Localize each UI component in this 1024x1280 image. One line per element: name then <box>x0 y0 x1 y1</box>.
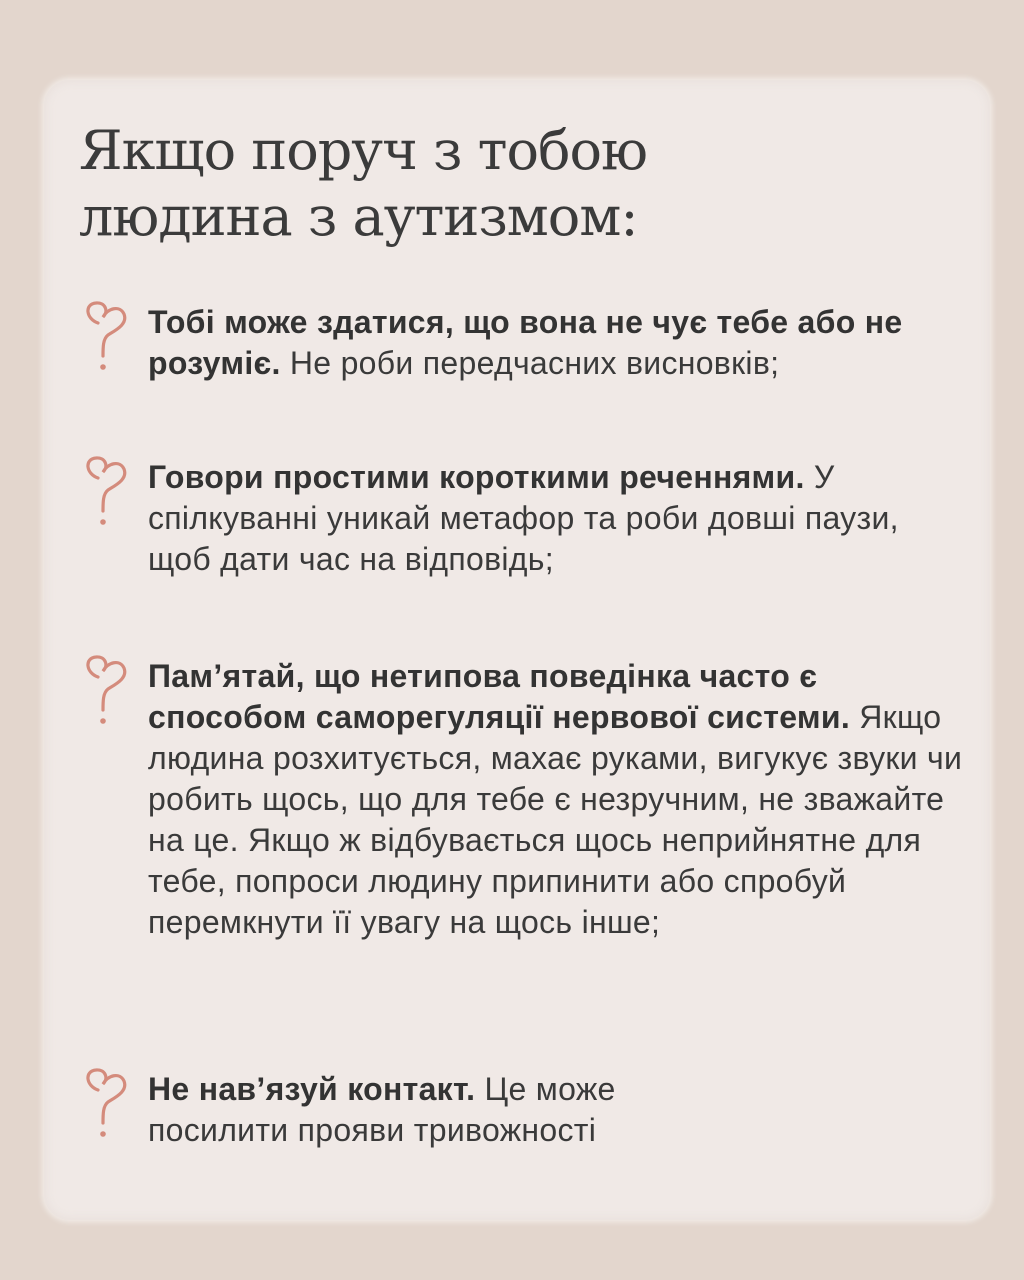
tip-item-3 <box>82 656 972 943</box>
content-card <box>44 80 990 1220</box>
tip-item-1 <box>82 302 972 384</box>
tip-2-text: У спілкуванні уникай метафор та роби довші паузи, щоб дати час на відповідь; <box>148 459 899 577</box>
page-title <box>79 118 647 250</box>
question-mark-icon <box>82 455 128 535</box>
title-line-2: людина з аутизмом: <box>79 185 638 248</box>
tip-1-bold: Тобі може здатися, що вона не чує тебе або не розуміє. <box>148 304 903 381</box>
tip-item-2 <box>82 457 972 580</box>
tip-3-text: Якщо людина розхитується, махає руками, вигукує звуки чи робить щось, що для тебе є незручним, не зважайте на це. Якщо ж відбувається щось неприйнятне для тебе, попроси людину припинити або спробуй перемкнути її увагу на щось інше; <box>148 699 963 940</box>
tip-item-4 <box>82 1069 972 1151</box>
question-mark-icon <box>82 1067 128 1147</box>
tip-3-bold: Пам’ятай, що нетипова поведінка часто є способом саморегуляції нервової системи. <box>148 658 851 735</box>
tip-2-bold: Говори простими короткими реченнями. <box>148 459 805 495</box>
title-line-1: Якщо поруч з тобою <box>79 119 647 182</box>
tip-1-text: Не роби передчасних висновків; <box>289 345 780 381</box>
question-mark-icon <box>82 654 128 734</box>
tip-4-text: Це може посилити прояви тривожності <box>148 1071 616 1148</box>
tip-4-bold: Не нав’язуй контакт. <box>148 1071 476 1107</box>
question-mark-icon <box>82 300 128 380</box>
